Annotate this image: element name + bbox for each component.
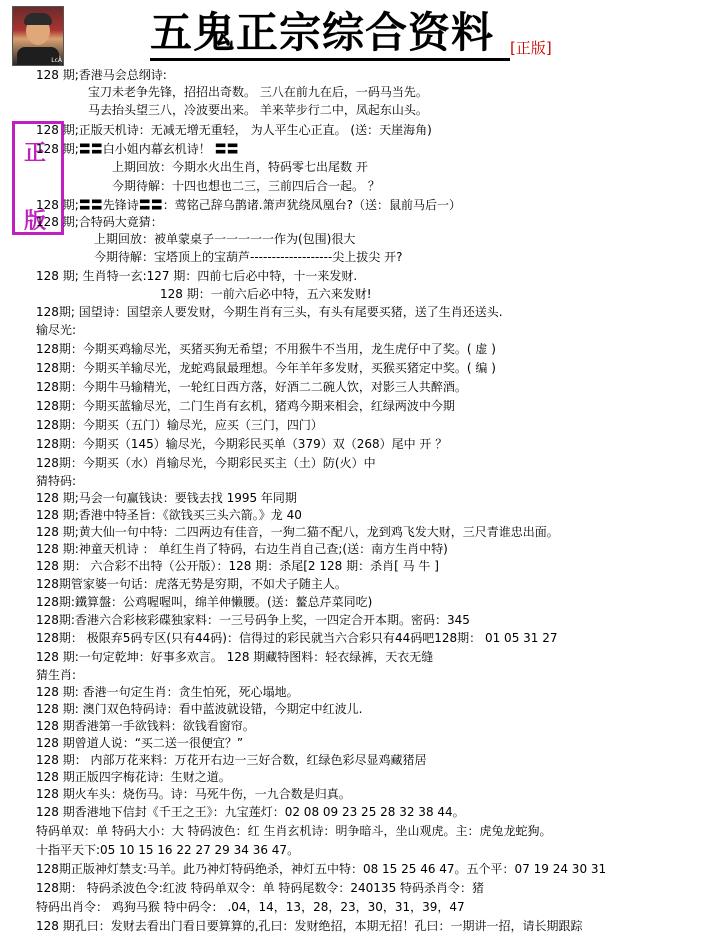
text-line: 128 期;香港中特圣旨：《欲钱买三头六箭。》龙 40 <box>36 508 302 522</box>
text-line: 特码出肖令： 鸡狗马猴 特中码令： .04，14，13，28，23，30，31，39，47 <box>36 900 465 914</box>
text-line: 宝刀未老争先锋，招招出奇数。 三八在前九在后，一码马当先。 <box>88 85 428 99</box>
text-line: 128 期：一前六后必中特，五六来发财! <box>160 287 372 301</box>
text-line: 128期：今期牛马输精光，一轮红日西方落，好酒二二碗人饮，对影三人共醉酒。 <box>36 380 467 394</box>
text-line: 128 期火车头：烧伤马。诗：马死牛伤，一九合数是归真。 <box>36 787 351 801</box>
side-char-1: 正 <box>24 141 47 166</box>
text-line: 128期：今期买（水）肖输尽光，今期彩民买主（土）防(火）中 <box>36 456 376 470</box>
text-line: 128 期: 香港一句定生肖：贪生怕死，死心塌地。 <box>36 685 299 699</box>
text-line: 输尽光: <box>36 323 77 337</box>
side-char-2: 版 <box>24 209 47 234</box>
text-line: 128期; 国望诗：国望亲人要发财，今期生肖有三头，有头有尾要买猪，送了生肖还送头. <box>36 305 503 319</box>
avatar <box>12 6 64 66</box>
text-line: 128 期;合特码大竟猜： <box>36 215 163 229</box>
text-line: 马去抬头望三八，冷波要出来。 羊来苹步行二中，凤起东山头。 <box>88 103 428 117</box>
text-line: 128 期香港地下信封《千王之王》：九宝莲灯：02 08 09 23 25 28 32 38 44。 <box>36 805 465 819</box>
text-line: 128 期:一句定乾坤：好事多欢言。 128 期藏特图料：轻衣绿裤，天衣无缝 <box>36 650 434 664</box>
text-line: 128期正版神灯禁支:马羊。此乃神灯特码绝杀，神灯五中特：08 15 25 46 47。五个平：07 19 24 30 31 <box>36 862 607 876</box>
text-line: 128 期:神童天机诗 ： 单红生肖了特码，右边生肖自己查;(送：南方生肖中特) <box>36 542 448 556</box>
text-line: 十指平天下:05 10 15 16 22 27 29 34 36 47。 <box>36 843 300 857</box>
text-line: 128 期;黄大仙一句中特：二四两边有佳音，一狗二猫不配八，龙到鸡飞发大财，三尺青谁忠出面。 <box>36 525 559 539</box>
text-line: 128期：今期买（五门）输尽光，应买（三门，四门） <box>36 418 323 432</box>
text-line: 128 期正版四字梅花诗：生财之道。 <box>36 770 231 784</box>
text-line: 128 期孔曰：发财去看出门看日要算算的,孔曰：发财绝招，本期无招！孔曰：一期讲一招，请长期跟踪 <box>36 919 583 933</box>
text-line: 128 期;〓〓先锋诗〓〓：莺铭己辞乌鹊诸.箫声犹绕凤凰台?（送：鼠前马后一） <box>36 198 461 212</box>
text-line: 128 期: 澳门双色特码诗：看中蓝波就设错，今期定中红波儿. <box>36 702 363 716</box>
text-line: 128期:香港六合彩核彩碟独家料：一三号码争上奖，一四定合开本期。密码：345 <box>36 613 470 627</box>
text-line: 128期：今期买羊输尽光，龙蛇鸡鼠最理想。今年羊年多发财，买猴买猪定中奖。( 编 ) <box>36 361 496 375</box>
text-line: 上期回放：今期水火出生肖，特码零七出尾数 开 <box>112 160 368 174</box>
text-line: 128期：今期买（145）输尽光，今期彩民买单（379）双（268）尾中 开 ？ <box>36 437 448 451</box>
text-line: 128期：今期买蓝输尽光，二门生肖有玄机，猪鸡今期来相会，红绿两波中今期 <box>36 399 455 413</box>
text-line: 128 期;香港马会总纲诗: <box>36 68 167 82</box>
text-line: 128期管家婆一句话：虎落无势是穷期，不如犬子随主人。 <box>36 577 347 591</box>
text-line: 128 期;马会一句赢钱诀：要钱去找 1995 年同期 <box>36 491 297 505</box>
text-line: 128期：今期买鸡输尽光，买猪买狗无希望；不用猴牛不当用，龙生虎仔中了奖。( 虚 ) <box>36 342 496 356</box>
text-line: 128 期; 生肖特一玄:127 期：四前七后必中特，十一来发财. <box>36 269 358 283</box>
text-line: 128期： 特码杀波色令:红波 特码单双令：单 特码尾数令：240135 特码杀肖令：猪 <box>36 881 485 895</box>
text-line: 上期回放：被单蒙桌子一一一一一作为(包围)很大 <box>94 232 356 246</box>
edition-badge: [正版] <box>510 39 552 57</box>
text-line: 128期:鐵算盤：公鸡喔喔叫，绵羊伸懒腰。(送：鳌总芹菜同吃) <box>36 595 373 609</box>
text-line: 128 期;〓〓白小姐内幕玄机诗！ 〓〓 <box>36 142 239 156</box>
text-line: 128 期： 六合彩不出特（公开版）：128 期：杀尾[2 128 期：杀肖[ 马 牛 ] <box>36 559 439 573</box>
text-line: 猜生肖: <box>36 668 77 682</box>
avatar-tag: LcÀ <box>51 57 62 64</box>
text-line: 128 期曾道人说：“买二送一很便宜？” <box>36 736 244 750</box>
text-line: 128 期;正版天机诗：无减无增无重轻， 为人平生心正直。 (送：天崖海角) <box>36 123 432 137</box>
text-line: 特码单双：单 特码大小：大 特码波色：红 生肖玄机诗：明争暗斗，坐山观虎。主：虎兔龙蛇狗。 <box>36 824 552 838</box>
title-underline <box>150 58 510 61</box>
text-line: 128期： 极限弃5码专区(只有44码)：信得过的彩民就当六合彩只有44码吧128期： 01 05 31 27 <box>36 631 558 645</box>
text-line: 猜特码: <box>36 474 77 488</box>
text-line: 128 期香港第一手欲钱料：欲钱看窗帘。 <box>36 719 255 733</box>
text-line: 今期待解：十四也想也二三，三前四后合一起。 ？ <box>112 179 380 193</box>
page-title: 五鬼正宗综合资料 <box>150 8 495 57</box>
text-line: 128 期： 内部万花来料：万花开右边一三好合数，红绿色彩尽显鸡藏猪居 <box>36 753 427 767</box>
text-line: 今期待解：宝塔顶上的宝葫芦-------------------尖上拔尖 开? <box>94 250 403 264</box>
